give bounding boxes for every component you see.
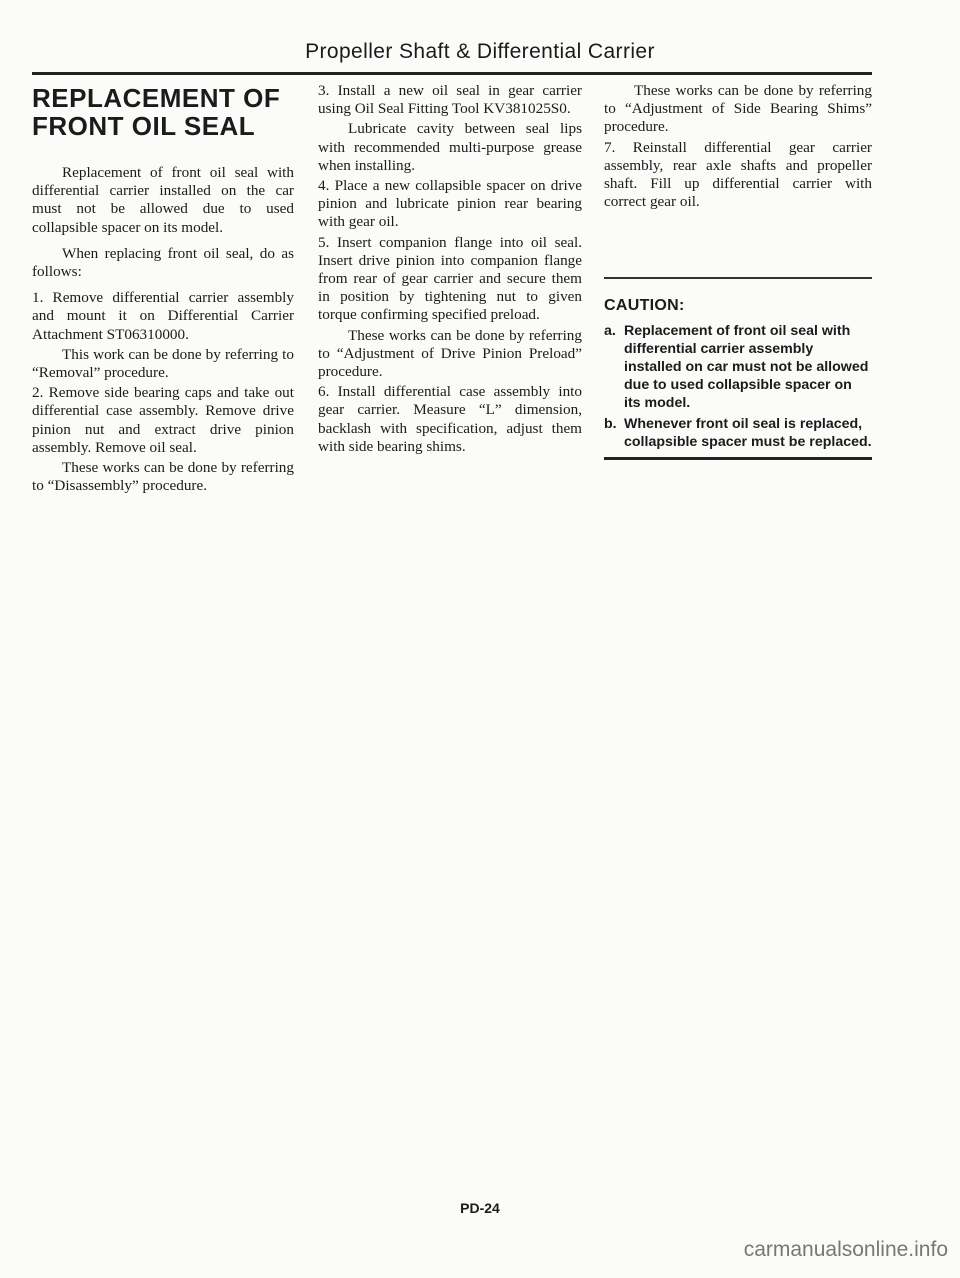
caution-item [604,322,872,413]
left-column [32,82,294,503]
step-2: 2. Remove side bearing caps and take out differential case assembly. Remove drive pinion nut and extract drive pinion assembly. Remove oil seal. [32,384,294,456]
paragraph: This work can be done by referring to “Removal” procedure. [32,345,294,382]
watermark: carmanualsonline.info [743,1238,948,1261]
caution-title: CAUTION: [604,297,685,315]
header-rule [32,72,872,75]
step-7: 7. Reinstall differential gear carrier assembly, rear axle shafts and propeller shaft. Fill up differential carrier with correct gear oil. [604,138,872,211]
caution-item [604,415,872,451]
step-6: 6. Install differential case assembly into gear carrier. Measure “L” dimension, backlash with specification, adjust them with side bearing shims. [318,383,582,455]
paragraph: Replacement of front oil seal with differential carrier installed on the car must not be allowed due to used collapsible spacer on its model. [32,164,294,236]
caution-bottom-rule [604,457,872,460]
step-4: 4. Place a new collapsible spacer on drive pinion and lubricate pinion rear bearing with gear oil. [318,177,582,231]
caution-item-text: Whenever front oil seal is replaced, collapsible spacer must be replaced. [624,415,872,450]
step-5: 5. Insert companion flange into oil seal. Insert drive pinion into companion flange from rear of gear carrier and secure them in position by tightening nut to given torque confirming specified preload. [318,233,582,324]
paragraph: When replacing front oil seal, do as follows: [32,244,294,281]
caution-item-text: Replacement of front oil seal with differential carrier assembly installed on car must not be allowed due to used collapsible spacer on its model. [624,322,869,412]
step-3: 3. Install a new oil seal in gear carrier using Oil Seal Fitting Tool KV381025S0. [318,82,582,118]
paragraph: These works can be done by referring to “Adjustment of Side Bearing Shims” procedure. [604,82,872,136]
page-header-title: Propeller Shaft & Differential Carrier [305,40,655,63]
paragraph: These works can be done by referring to “Adjustment of Drive Pinion Preload” procedure. [318,326,582,381]
step-1: 1. Remove differential carrier assembly and mount it on Differential Carrier Attachment ST06310000. [32,289,294,343]
section-title: REPLACEMENT OF FRONT OIL SEAL [32,83,281,141]
paragraph: Lubricate cavity between seal lips with recommended multi-purpose grease when installing. [318,120,582,174]
caution-item-letter: b. [604,415,617,432]
caution-top-rule [604,277,872,279]
page-number: PD-24 [460,1200,500,1216]
caution-item-letter: a. [604,322,616,339]
right-column [604,82,872,460]
paragraph: These works can be done by referring to “Disassembly” procedure. [32,459,294,495]
middle-column [318,82,582,458]
